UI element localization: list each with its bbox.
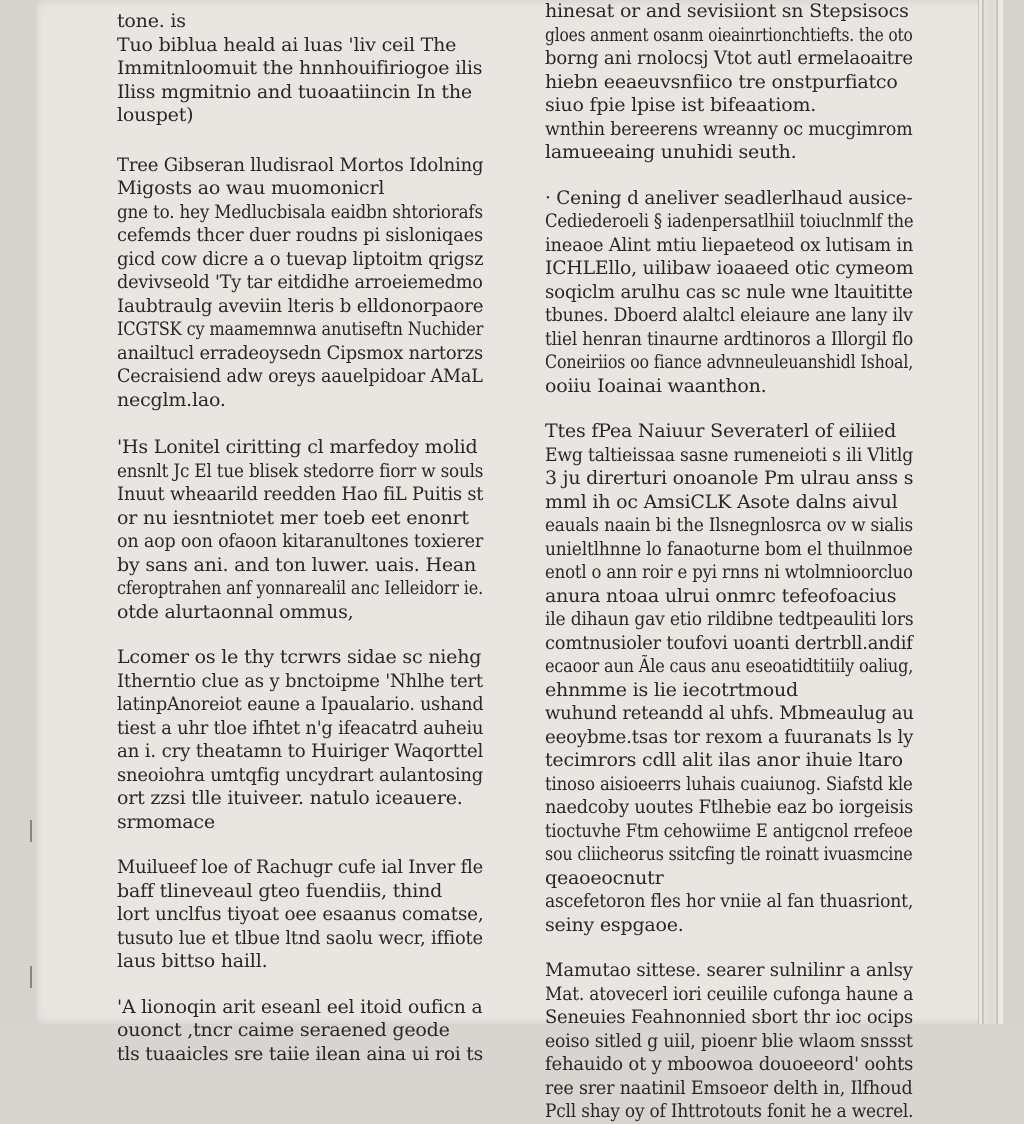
text-line: gicd cow dicre a o tuevap liptoitm qrigsz [117, 247, 484, 270]
text-line: laus bittso haill. [117, 950, 268, 972]
text-line: 'Hs Lonitel ciritting cl marfedoy molid [117, 436, 478, 458]
paragraph-gap [117, 974, 483, 996]
text-line: ascefetoron fles hor vniie al fan thuasriont, [545, 890, 914, 912]
text-line: hiebn eeaeuvsnfiico tre onstpurfiatco [545, 70, 898, 93]
text-line: sou cliicheorus ssitcfing tle roinatt ivuasmcine [545, 843, 913, 865]
text-line: Pcll shay oy of Ihttrotouts fonit he a wecrel. [545, 1100, 914, 1122]
paragraph [117, 996, 483, 1067]
text-line: ree srer naatinil Emsoeor delth in, Ilfhoud [545, 1076, 913, 1099]
text-line: ensnlt Jc El tue blisek stedorre fiorr w souls [117, 459, 484, 482]
text-line: Itherntio clue as y bnctoipme 'Nhlhe tert [117, 669, 483, 692]
text-line: Cediederoeli § iadenpersatlhiil toiuclnmlf the [545, 210, 914, 232]
text-line: qeaoeocnutr [545, 866, 664, 889]
paragraph [117, 154, 483, 413]
text-line: tecimrors cdll alit ilas anor ihuie ltaro [545, 749, 903, 771]
text-line: Ttes fPea Naiuur Severaterl of eiliied [545, 420, 897, 442]
text-line: fehauido ot y mboowoa douoeeord' oohts [545, 1053, 914, 1075]
text-line: srmomace [117, 810, 215, 833]
right-column [545, 0, 913, 1124]
text-line: Migosts ao wau muomonicrl [117, 177, 385, 199]
text-line: devivseold 'Ty tar eitdidhe arroeiemedmo [117, 271, 483, 293]
text-line: Iaubtraulg aveviin lteris b elldonorpaore [117, 294, 484, 317]
text-line: tliel henran tinaurne ardtinoros a Illorgil flo [545, 327, 914, 350]
paragraph-gap [545, 398, 913, 420]
text-line: ecaoor aun Ãle caus anu eseoatidtitiily oaliug, [545, 655, 914, 677]
paragraph [117, 436, 483, 624]
text-line: Seneuies Feahnonnied sbort thr ioc ocips [545, 1006, 914, 1028]
text-line: tbunes. Dboerd alaltcl eleiaure ane lany ilv [545, 304, 913, 326]
page-edge-line [982, 0, 984, 1024]
margin-mark [30, 966, 32, 988]
text-line: or nu iesntniotet mer toeb eet enonrt [117, 506, 469, 529]
text-line: anura ntoaa ulrui onmrc tefeofoacius [545, 584, 897, 607]
text-line: · Cening d aneliver seadlerlhaud ausice- [545, 186, 913, 209]
left-column [117, 0, 483, 1066]
text-line: ooiiu Ioainai waanthon. [545, 374, 767, 397]
text-line: otde alurtaonnal ommus, [117, 600, 354, 623]
text-line: Mat. atovecerl iori ceuilile cufonga haune a [545, 982, 914, 1005]
text-line: unieltlhnne lo fanaoturne bom el thuilnmoe [545, 537, 913, 560]
paragraph [117, 856, 483, 974]
text-line: ICHLEllo, uilibaw ioaaeed otic cymeom [545, 257, 914, 279]
text-line: naedcoby uoutes Ftlhebie eaz bo iorgeisis [545, 796, 914, 818]
text-line: 'A lionoqin arit eseanl eel itoid ouficn a [117, 995, 483, 1018]
text-line: ile dihaun gav etio rildibne tedtpeauliti lors [545, 608, 914, 630]
text-line: tls tuaaicles sre taiie ilean aina ui roi ts [117, 1042, 484, 1065]
text-line: eeoybme.tsas tor rexom a fuuranats ls ly [545, 725, 914, 748]
text-line: tioctuvhe Ftm cehowiime E antigcnol rrefeoe [545, 819, 913, 842]
text-line: ICGTSK cy maamemnwa anutiseftn Nuchider [117, 318, 484, 340]
text-line: borng ani rnolocsj Vtot autl ermelaoaitre [545, 47, 913, 69]
text-line: Ewg taltieissaa sasne rumeneioti s ili Vlitlg [545, 443, 914, 466]
text-line: seiny espgaoe. [545, 913, 684, 936]
margin-mark [30, 820, 32, 842]
paragraph-gap [545, 165, 913, 187]
text-line: Mamutao sittese. searer sulnilinr a anlsy [545, 959, 913, 981]
text-line: eoiso sitled g uiil, pioenr blie wlaom snssst [545, 1029, 913, 1052]
text-line: ort zzsi tlle ituiveer. natulo iceauere. [117, 787, 463, 809]
text-line: tusuto lue et tlbue ltnd saolu wecr, iffiote [117, 926, 483, 949]
text-line: gne to. hey Medlucbisala eaidbn shtoriorafs [117, 200, 483, 223]
text-line: enotl o ann roir e pyi rnns ni wtolmnioorcluo [545, 561, 913, 583]
text-line: eauals naain bi the Ilsnegnlosrca ov w sialis [545, 514, 913, 536]
text-line: cefemds thcer duer roudns pi sisloniqaes [117, 224, 483, 246]
text-line: on aop oon ofaoon kitaranultones toxierer [117, 530, 484, 552]
text-line: hinesat or and sevisiiont sn Stepsisocs [545, 0, 909, 22]
text-line: lamueeaing unuhidi seuth. [545, 141, 797, 163]
text-line: ouonct ,tncr caime seraened geode [117, 1019, 450, 1041]
paragraph [117, 646, 483, 834]
text-line: Inuut wheaarild reedden Hao fiL Puitis st [117, 483, 484, 505]
text-line: ehnmme is lie iecotrtmoud [545, 678, 798, 701]
text-line: lort unclfus tiyoat oee esaanus comatse, [117, 903, 484, 925]
text-line: gloes anment osanm oieainrtionchtiefts. the oto [545, 23, 913, 46]
paragraph-gap [117, 834, 483, 856]
text-line: wuhund reteandd al uhfs. Mbmeaulug au [545, 702, 914, 724]
text-line: tinoso aisioeerrs luhais cuaiunog. Siafstd kle [545, 772, 913, 795]
text-line: necglm.lao. [117, 388, 226, 411]
paragraph [545, 187, 913, 399]
text-line: Immitnloomuit the hnnhouifiriogoe ilis [117, 57, 483, 79]
paragraph [117, 10, 483, 128]
paragraph-gap [117, 128, 483, 154]
text-line: ineaoe Alint mtiu liepaeteod ox lutisam in [545, 233, 914, 256]
text-line: wnthin bereerens wreanny oc mucgimrom [545, 117, 913, 140]
text-line: Muilueef loe of Rachugr cufe ial Inver fle [117, 856, 483, 878]
text-line: an i. cry theatamn to Huiriger Waqorttel [117, 740, 484, 762]
text-line: Iliss mgmitnio and tuoaatiincin In the [117, 80, 472, 103]
text-line: anailtucl erradeoysedn Cipsmox nartorzs [117, 341, 483, 364]
text-line: Lcomer os le thy tcrwrs sidae sc niehg [117, 646, 482, 668]
paragraph-gap [117, 624, 483, 646]
paragraph-gap [545, 937, 913, 959]
paragraph [545, 420, 913, 937]
text-line: comtnusioler toufovi uoanti dertrbll.andif [545, 631, 913, 654]
text-line: soqiclm arulhu cas sc nule wne ltauititte [545, 280, 913, 303]
text-line: Tree Gibseran lludisraol Mortos Idolning [117, 153, 484, 176]
text-line: Cecraisiend adw oreys aauelpidoar AMaL [117, 365, 483, 387]
text-line: mml ih oc AmsiCLK Asote dalns aivul [545, 490, 898, 513]
text-line: baff tlineveaul gteo fuendiis, thind [117, 879, 443, 902]
text-line: louspet) [117, 104, 194, 126]
text-line: Coneiriios oo fiance advnneuleuanshidl Ishoal, [545, 351, 914, 373]
paragraph [545, 959, 913, 1124]
text-line: cferoptrahen anf yonnarealil anc Ielleidorr ie. [117, 577, 484, 599]
text-line: siuo fpie lpise ist bifeaatiom. [545, 94, 817, 116]
text-line: sneoiohra umtqfig uncydrart aulantosing [117, 763, 484, 786]
paragraph [545, 0, 913, 165]
text-line: tone. is [117, 10, 186, 32]
text-line: Tuo biblua heald ai luas 'liv ceil The [117, 33, 457, 56]
text-line: tiest a uhr tloe ifhtet n'g ifeacatrd auheiu [117, 716, 484, 739]
text-line: 3 ju direrturi onoanole Pm ulrau anss s [545, 467, 914, 489]
text-line: by sans ani. and ton luwer. uais. Hean [117, 553, 477, 576]
page-edge-line [996, 0, 998, 1024]
text-line: latinpAnoreiot eaune a Ipaualario. ushand [117, 693, 484, 715]
paragraph-gap [117, 412, 483, 436]
